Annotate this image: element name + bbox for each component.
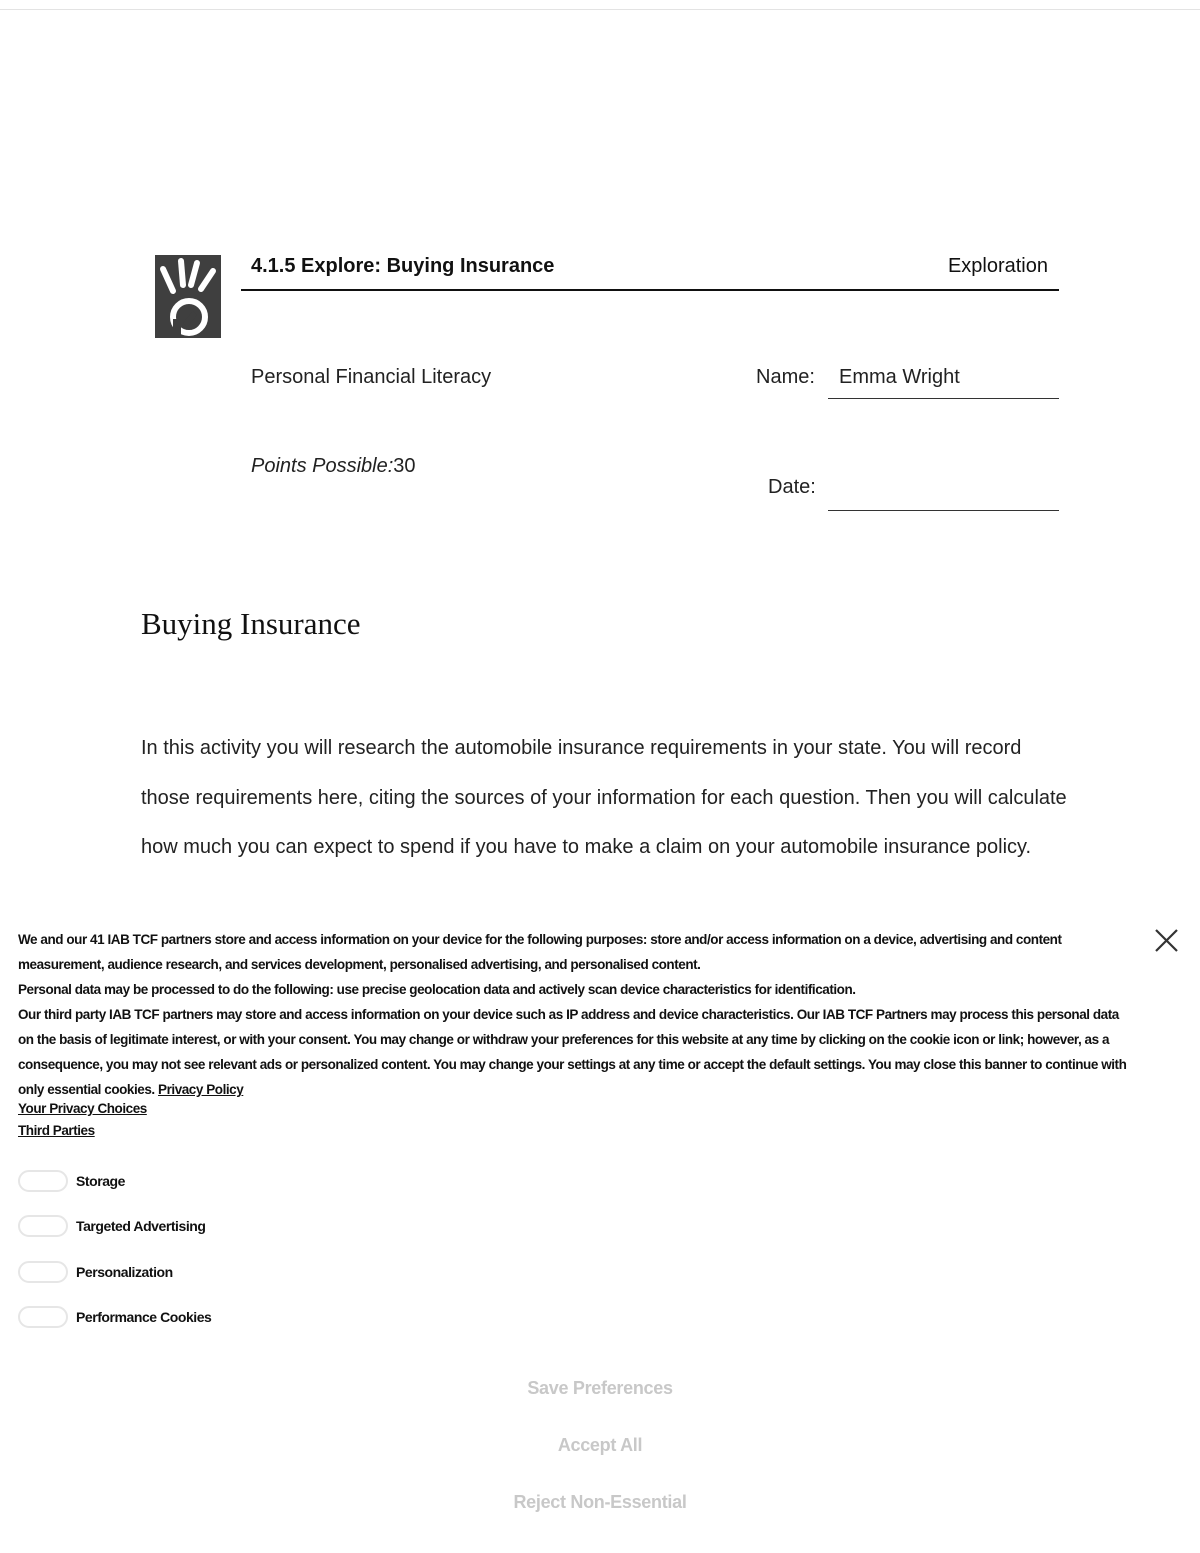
save-preferences-button[interactable]: Save Preferences (0, 1378, 1200, 1399)
privacy-choices-link[interactable]: Your Privacy Choices (18, 1101, 147, 1116)
reject-non-essential-button[interactable]: Reject Non-Essential (0, 1492, 1200, 1513)
close-icon[interactable] (1153, 927, 1180, 954)
performance-cookies-toggle[interactable] (18, 1306, 68, 1328)
points-label: Points Possible: (251, 455, 394, 477)
name-label: Name: (756, 366, 815, 388)
consent-paragraph-purposes: We and our 41 IAB TCF partners store and access information on your device for the following purposes: store and/or access information on a device, advertising and content measurement, audience research, and services development, personalised advertising, and personalised content. (18, 932, 1062, 972)
worksheet-type: Exploration (947, 255, 1048, 277)
performance-cookies-toggle-label: Performance Cookies (76, 1309, 212, 1325)
third-parties-link[interactable]: Third Parties (18, 1123, 95, 1138)
points-possible (251, 455, 416, 478)
toggle-row-performance-cookies (18, 1304, 211, 1330)
toggle-row-storage (18, 1168, 125, 1194)
worksheet-title: 4.1.5 Explore: Buying Insurance (251, 255, 555, 277)
date-field[interactable] (828, 510, 1059, 511)
points-value: 30 (393, 455, 416, 477)
accept-all-button[interactable]: Accept All (0, 1435, 1200, 1456)
name-underline (828, 398, 1059, 399)
storage-toggle-label: Storage (76, 1173, 125, 1189)
intro-paragraph: In this activity you will research the automobile insurance requirements in your state. You will record those requirements here, citing the sources of your information for each question. Then you will calculate how much you can expect to spend if you have to make a claim on your automobile insurance policy. (141, 737, 1067, 858)
privacy-policy-link[interactable]: Privacy Policy (158, 1082, 244, 1097)
targeted-advertising-toggle[interactable] (18, 1215, 68, 1237)
storage-toggle[interactable] (18, 1170, 68, 1192)
consent-partners-text: Our third party IAB TCF partners may store and access information on your device such as IP address and device characteristics. Our IAB TCF Partners may process this personal data on the basis of legitimate interest, or with your consent. You may change or withdraw your preferences for this website at any time by clicking on the cookie icon or link; however, as a consequence, you may not see relevant ads or personalized content. You may change your settings at any time or accept the default settings. You may close this banner to continue with only essential cookies. (18, 1007, 1127, 1097)
name-field[interactable]: Emma Wright (839, 366, 960, 388)
toggle-row-targeted-advertising (18, 1213, 205, 1239)
personalization-toggle-label: Personalization (76, 1264, 173, 1280)
consent-description (18, 927, 1133, 1102)
course-name: Personal Financial Literacy (251, 366, 492, 388)
consent-paragraph-partners (18, 1002, 1133, 1102)
header-divider (241, 289, 1059, 291)
personalization-toggle[interactable] (18, 1261, 68, 1283)
consent-paragraph-processing: Personal data may be processed to do the following: use precise geolocation data and actively scan device characteristics for identification. (18, 982, 856, 997)
toggle-row-personalization (18, 1259, 173, 1285)
targeted-advertising-toggle-label: Targeted Advertising (76, 1218, 206, 1234)
date-label: Date: (768, 476, 816, 498)
cookie-consent-banner (0, 918, 1200, 1553)
publisher-logo (155, 255, 221, 338)
page-top-divider (0, 9, 1200, 10)
section-heading: Buying Insurance (141, 606, 361, 641)
